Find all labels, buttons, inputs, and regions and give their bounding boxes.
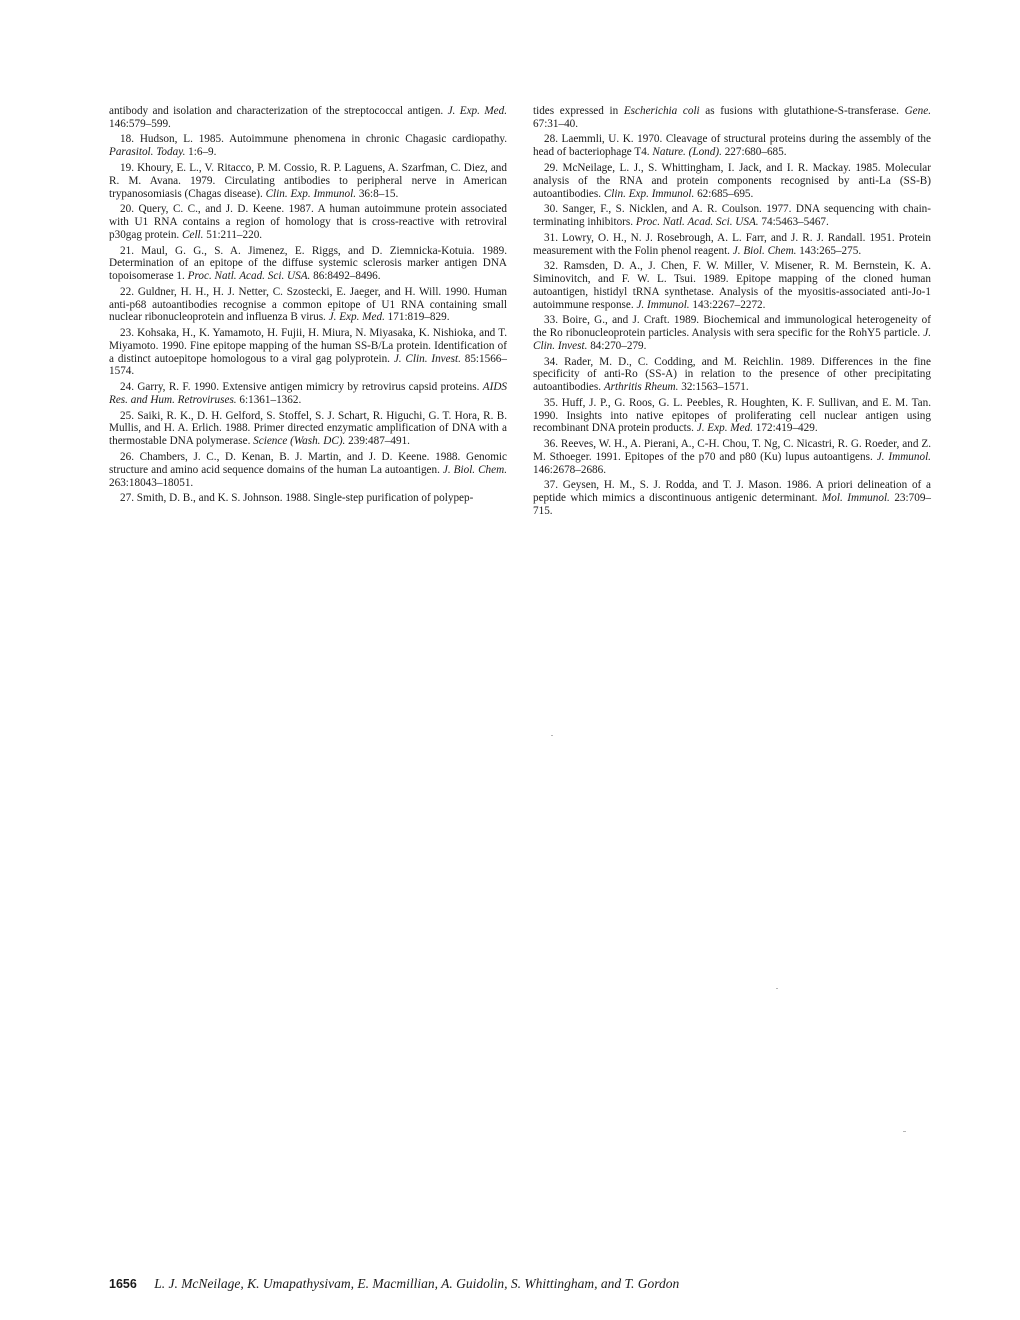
- reference-text: 263:18043–18051.: [109, 476, 194, 489]
- reference-continuation: [533, 105, 931, 131]
- reference-text: 34. Rader, M. D., C. Codding, and M. Reichlin. 1989. Differences in the fine specificity of anti-Ro (SS-A) in relation to the presence of other precipitating autoantibodies.: [533, 355, 931, 394]
- journal-title: Cell.: [182, 228, 204, 241]
- reference-text: 51:211–220.: [203, 228, 263, 241]
- journal-title: J. Biol. Chem.: [732, 244, 797, 257]
- reference-text: 21. Maul, G. G., S. A. Jimenez, E. Riggs, and D. Ziemnicka-Kotuia. 1989. Determination of an epitope of the diffuse systemic sclerosis marker antigen DNA topoisomerase 1.: [109, 244, 507, 283]
- reference-text: 27. Smith, D. B., and K. S. Johnson. 1988. Single-step purification of polypep-: [120, 492, 474, 505]
- reference-entry: [109, 245, 507, 283]
- reference-text: 32:1563–1571.: [678, 381, 749, 394]
- reference-text: 146:2678–2686.: [533, 463, 607, 476]
- reference-text: 32. Ramsden, D. A., J. Chen, F. W. Miller, V. Misener, R. M. Bernstein, K. A. Siminovitch, and F. W. L. Tsui. 1989. Epitope mapping of the cloned human autoantigen, histidyl tRNA synthetase. Analysis of the myositis-associated anti-Jo-1 autoimmune response.: [533, 260, 931, 311]
- reference-entry: [533, 314, 931, 352]
- journal-title: J. Clin. Invest.: [533, 327, 931, 352]
- reference-text: 227:680–685.: [721, 146, 787, 159]
- reference-text: 25. Saiki, R. K., D. H. Gelford, S. Stoffel, S. J. Schart, R. Higuchi, G. T. Hora, R. B. Mullis, and H. A. Erlich. 1988. Primer directed enzymatic amplification of DNA with a thermostable DNA polymerase.: [109, 409, 507, 448]
- reference-continuation: [109, 105, 507, 131]
- reference-text: 67:31–40.: [533, 117, 579, 130]
- reference-entry: [533, 479, 931, 517]
- reference-entry: [109, 133, 507, 159]
- reference-text: 36:8–15.: [356, 187, 399, 200]
- reference-text: 23:709–715.: [533, 492, 932, 518]
- reference-text: 30. Sanger, F., S. Nicklen, and A. R. Coulson. 1977. DNA sequencing with chain-terminating inhibitors.: [533, 203, 931, 229]
- reference-text: 239:487–491.: [345, 435, 410, 448]
- journal-title: Gene.: [904, 105, 931, 117]
- journal-title: Clin. Exp. Immunol.: [265, 187, 357, 200]
- reference-text: 85:1566–1574.: [109, 352, 507, 378]
- reference-text: 86:8492–8496.: [310, 270, 381, 283]
- reference-entry: [533, 260, 931, 311]
- reference-entry: [533, 133, 931, 159]
- reference-text: 37. Geysen, H. M., S. J. Rodda, and T. J. Mason. 1986. A priori delineation of a peptide which mimics a discontinuous antigenic determinant.: [533, 479, 931, 505]
- reference-text: 19. Khoury, E. L., V. Ritacco, P. M. Cossio, R. P. Laguens, A. Szarfman, C. Diez, and R. M. Avana. 1979. Circulating antibodies to peripheral nerve in American trypanosomiasis (Chagas disease).: [109, 161, 507, 200]
- reference-entry: [533, 397, 931, 435]
- page-footer: [109, 1276, 929, 1292]
- journal-title: J. Exp. Med.: [328, 311, 385, 324]
- reference-text: 26. Chambers, J. C., D. Kenan, B. J. Martin, and J. D. Keene. 1988. Genomic structure and amino acid sequence domains of the human La autoantigen.: [109, 450, 507, 476]
- journal-title: Clin. Exp. Immunol.: [603, 187, 695, 200]
- reference-entry: [533, 232, 931, 258]
- reference-text: 84:270–279.: [587, 339, 647, 352]
- journal-title: J. Immunol.: [876, 450, 931, 463]
- reference-text: 29. McNeilage, L. J., S. Whittingham, I. Jack, and I. R. Mackay. 1985. Molecular analysis of the RNA and protein components recognised by anti-La (SS-B) autoantibodies.: [533, 161, 931, 200]
- reference-text: tides expressed in: [533, 105, 624, 117]
- reference-entry: [109, 410, 507, 448]
- reference-text: 22. Guldner, H. H., H. J. Netter, C. Szostecki, E. Jaeger, and H. Will. 1990. Human anti-p68 autoantibodies recognise a common epitope of U1 RNA containing small nuclear ribonucleoprotein and influenza B virus.: [109, 285, 507, 324]
- scan-speck: [551, 735, 553, 736]
- reference-text: 74:5463–5467.: [758, 216, 829, 229]
- journal-title: Proc. Natl. Acad. Sci. USA.: [187, 270, 311, 283]
- reference-text: 20. Query, C. C., and J. D. Keene. 1987. A human autoimmune protein associated with U1 RNA contains a region of homology that is cross-reactive with retroviral p30gag protein.: [109, 203, 507, 241]
- reference-text: 143:2267–2272.: [689, 298, 766, 311]
- reference-text: 28. Laemmli, U. K. 1970. Cleavage of structural proteins during the assembly of the head of bacteriophage T4.: [533, 133, 931, 159]
- journal-title: J. Biol. Chem.: [442, 463, 507, 476]
- journal-title: Parasitol. Today.: [109, 146, 186, 159]
- reference-entry: [533, 162, 931, 200]
- journal-title: Arthritis Rheum.: [603, 381, 679, 394]
- reference-entry: [109, 162, 507, 200]
- reference-entry: [109, 286, 507, 324]
- reference-entry: [533, 203, 931, 229]
- reference-entry: [109, 381, 507, 407]
- reference-text: 143:265–275.: [796, 244, 862, 257]
- journal-title: J. Exp. Med.: [696, 422, 753, 435]
- journal-title: Escherichia coli: [623, 105, 700, 117]
- reference-text: 6:1361–1362.: [236, 393, 302, 406]
- reference-text: 31. Lowry, O. H., N. J. Rosebrough, A. L. Farr, and J. R. J. Randall. 1951. Protein measurement with the Folin phenol reagent.: [533, 231, 931, 257]
- references-left-column: [109, 105, 507, 508]
- reference-text: 172:419–429.: [752, 422, 818, 435]
- reference-text: as fusions with glutathione-S-transferase.: [699, 105, 905, 117]
- page-number: 1656: [109, 1277, 137, 1291]
- reference-text: 18. Hudson, L. 1985. Autoimmune phenomena in chronic Chagasic cardiopathy.: [120, 133, 507, 146]
- journal-title: J. Immunol.: [636, 298, 690, 311]
- reference-text: 146:579–599.: [109, 117, 171, 130]
- reference-entry: [533, 356, 931, 394]
- journal-title: Science (Wash. DC).: [253, 435, 346, 448]
- reference-text: 24. Garry, R. F. 1990. Extensive antigen mimicry by retrovirus capsid proteins.: [120, 381, 483, 394]
- journal-title: Mol. Immunol.: [821, 492, 890, 505]
- journal-title: AIDS Res. and Hum. Retroviruses.: [109, 381, 507, 406]
- reference-entry: [109, 327, 507, 378]
- scan-speck: [903, 1131, 906, 1132]
- journal-title: J. Clin. Invest.: [393, 352, 461, 365]
- reference-entry: [109, 451, 507, 489]
- reference-text: antibody and isolation and characterization of the streptococcal antigen.: [109, 105, 448, 117]
- references-right-column: [533, 105, 931, 521]
- journal-title: J. Exp. Med.: [447, 105, 507, 117]
- reference-text: 36. Reeves, W. H., A. Pierani, A., C-H. Chou, T. Ng, C. Nicastri, R. G. Roeder, and Z. M. Sthoeger. 1991. Epitopes of the p70 and p80 (Ku) lupus autoantigens.: [533, 438, 931, 463]
- journal-title: Proc. Natl. Acad. Sci. USA.: [635, 216, 759, 229]
- reference-text: 33. Boire, G., and J. Craft. 1989. Biochemical and immunological heterogeneity of the Ro ribonucleoprotein particles. Analysis with sera specific for the RohY5 particle.: [533, 314, 931, 340]
- reference-text: 23. Kohsaka, H., K. Yamamoto, H. Fujii, H. Miura, N. Miyasaka, K. Nishioka, and T. Miyamoto. 1990. Fine epitope mapping of the human SS-B/La protein. Identification of a distinct autoepitope homologous to a viral gag polyprotein.: [109, 327, 507, 365]
- reference-entry: [109, 492, 507, 505]
- reference-text: 35. Huff, J. P., G. Roos, G. L. Peebles, R. Houghten, K. F. Sullivan, and E. M. Tan. 1990. Insights into native epitopes of proliferating cell nuclear antigen using recombinant DNA protein products.: [533, 396, 931, 435]
- reference-text: 171:819–829.: [384, 311, 450, 324]
- reference-entry: [109, 203, 507, 241]
- scan-speck: [776, 988, 778, 989]
- reference-text: 1:6–9.: [185, 146, 217, 159]
- running-author-line: L. J. McNeilage, K. Umapathysivam, E. Macmillian, A. Guidolin, S. Whittingham, and T. Gordon: [154, 1276, 680, 1291]
- reference-text: 62:685–695.: [694, 187, 754, 200]
- journal-title: Nature. (Lond).: [652, 146, 722, 159]
- reference-entry: [533, 438, 931, 476]
